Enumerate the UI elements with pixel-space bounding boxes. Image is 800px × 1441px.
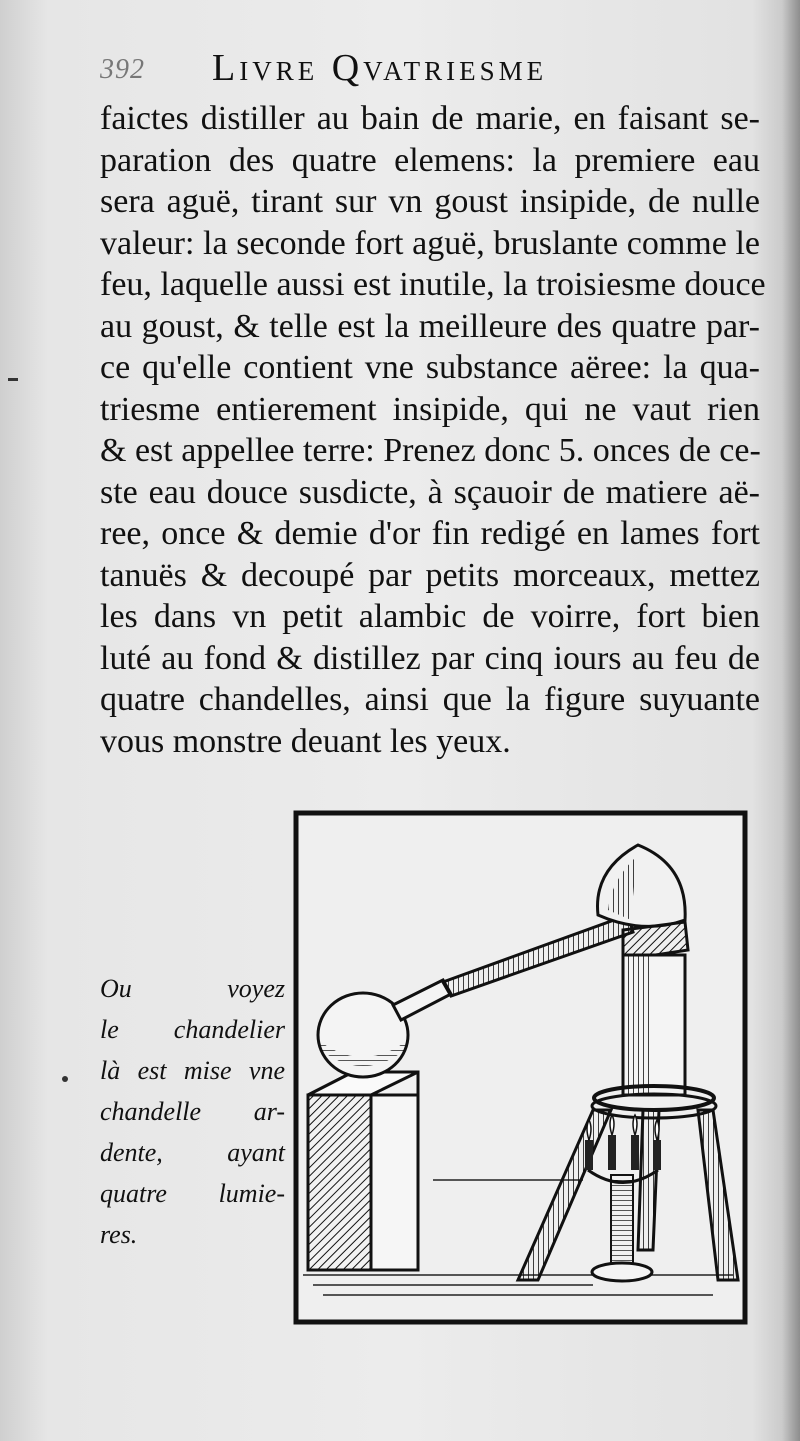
figure-caption	[100, 968, 285, 1255]
text-line: & est appellee terre: Prenez donc 5. onces de ce-	[100, 432, 761, 469]
text-line: sera aguë, tirant sur vn goust insipide, de nulle	[100, 183, 760, 220]
text-line: valeur: la seconde fort aguë, bruslante comme le	[100, 224, 760, 262]
text-line: triesme entierement insipide, qui ne vaut rien	[100, 390, 760, 428]
running-head: Livre Qvatriesme	[212, 47, 548, 89]
caption-line: chandelle ar-	[100, 1097, 285, 1126]
alembic-woodcut-figure	[293, 810, 748, 1325]
text-line: ste eau douce susdicte, à sçauoir de matiere aë-	[100, 473, 760, 511]
body-text	[100, 98, 766, 762]
page-number: 392	[100, 54, 145, 85]
caption-line: dente, ayant	[100, 1138, 285, 1167]
page-edge-shadow	[782, 0, 800, 1441]
text-line: faictes distiller au bain de marie, en faisant se-	[100, 100, 760, 137]
page-header	[100, 40, 760, 100]
caption-line: Ou voyez	[100, 974, 285, 1003]
margin-dot	[62, 1076, 68, 1082]
text-line: les dans vn petit alambic de voirre, fort bien	[100, 598, 760, 635]
text-line: ree, once & demie d'or fin redigé en lames fort	[100, 515, 760, 552]
footer-bleed-through	[210, 1372, 330, 1412]
text-line: quatre chandelles, ainsi que la figure suyuante	[100, 681, 760, 718]
text-line: luté au fond & distillez par cinq iours au feu de	[100, 639, 760, 677]
text-line: au goust, & telle est la meilleure des quatre par-	[100, 307, 760, 345]
caption-line: quatre lumie-	[100, 1179, 285, 1208]
text-line: vous monstre deuant les yeux.	[100, 722, 511, 760]
text-line: paration des quatre elemens: la premiere eau	[100, 141, 760, 179]
text-line: ce qu'elle contient vne substance aëree: la qua-	[100, 349, 760, 386]
text-line: tanuës & decoupé par petits morceaux, mettez	[100, 556, 760, 594]
caption-line: res.	[100, 1220, 138, 1249]
caption-line: là est mise vne	[100, 1056, 285, 1085]
stone-block	[308, 1072, 418, 1270]
margin-mark	[8, 378, 18, 381]
text-line: feu, laquelle aussi est inutile, la troisiesme douce	[100, 266, 766, 303]
caption-line: le chandelier	[100, 1015, 285, 1044]
